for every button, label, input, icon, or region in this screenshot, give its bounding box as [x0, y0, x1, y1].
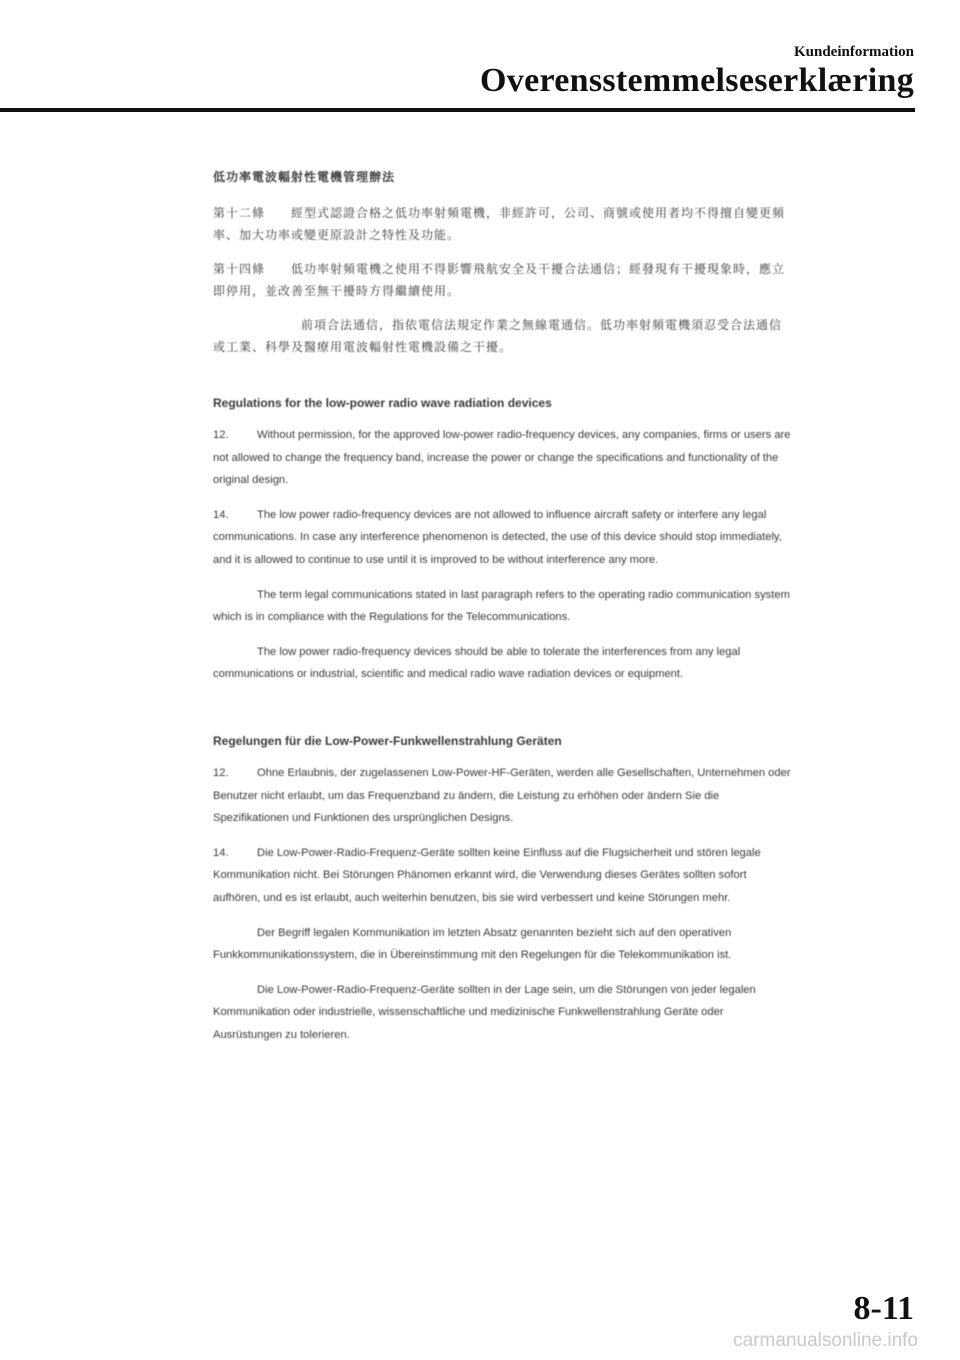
english-number-12: 12. — [213, 429, 229, 441]
german-number-14: 14. — [213, 846, 229, 859]
english-paragraph-12 — [213, 424, 793, 492]
german-paragraph-14-legal: Der Begriff legalen Kommunikation im letzten Absatz genannten bezieht sich auf den operativen Funkkommunikationssystem, die in Übereinstimmung mit den Regelungen für die Telekommunikation ist. — [213, 926, 732, 962]
german-text-12: Ohne Erlaubnis, der zugelassenen Low-Power-HF-Geräten, werden alle Gesellschaften, Unternehmen oder Benutzer nicht erlaubt, um das Frequenzband zu ändern, die Leistung zu erhöhen oder ändern Sie die Spezifikationen und Funktionen des ursprünglichen Designs. — [213, 766, 791, 825]
section-label: Kundeinformation — [793, 44, 914, 60]
english-text-12: Without permission, for the approved low-power radio-frequency devices, any companies, firms or users are not allowed to change the frequency band, increase the power or change the specifications and functionality of the original design. — [213, 429, 791, 487]
german-paragraph-14 — [213, 842, 793, 910]
english-text-14: The low power radio-frequency devices are not allowed to influence aircraft safety or interfere any legal communications. In case any interference phenomenon is detected, the use of this device should stop immediately, and it is allowed to continue to use until it is improved to be without interference any more. — [213, 508, 782, 566]
chinese-article-14: 第十四條 低功率射頻電機之使用不得影響飛航安全及干擾合法通信；經發現有干擾現象時，應立即停用，並改善至無干擾時方得繼續使用。 — [213, 262, 786, 298]
english-paragraph-14 — [213, 504, 793, 572]
header-rule — [0, 108, 915, 112]
german-heading: Regelungen für die Low-Power-Funkwellenstrahlung Geräten — [213, 733, 562, 748]
watermark: carmanualsonline.info — [733, 1330, 918, 1351]
german-paragraph-14-tolerate: Die Low-Power-Radio-Frequenz-Geräte sollten in der Lage sein, um die Störungen von jeder legalen Kommunikation oder industrielle, wissenschaftliche und medizinische Funkwellenstrahlung Geräte oder Ausrüstungen zu tolerieren. — [213, 983, 756, 1041]
page-title: Overensstemmelseserklæring — [480, 62, 914, 99]
english-heading: Regulations for the low-power radio wave radiation devices — [213, 396, 552, 410]
german-text-14: Die Low-Power-Radio-Frequenz-Geräte sollten keine Einfluss auf die Flugsicherheit und stören legale Kommunikation nicht. Bei Störungen Phänomen erkannt wird, die Verwendung dieses Gerätes sollten sofort aufhören, und es ist erlaubt, auch weiterhin benutzen, bis sie wird verbessert und keine Störungen mehr. — [213, 846, 761, 904]
chinese-heading: 低功率電波輻射性電機管理辦法 — [213, 170, 396, 184]
page-number: 8-11 — [853, 1290, 914, 1327]
german-paragraph-12 — [213, 762, 793, 830]
english-paragraph-14-tolerate: The low power radio-frequency devices should be able to tolerate the interferences from any legal communications or industrial, scientific and medical radio wave radiation devices or equipment. — [213, 645, 741, 681]
german-number-12: 12. — [213, 766, 229, 779]
chinese-article-12: 第十二條 經型式認證合格之低功率射頻電機，非經許可，公司、商號或使用者均不得擅自變更頻率、加大功率或變更原設計之特性及功能。 — [213, 206, 786, 242]
scanned-regulation-insert — [213, 166, 793, 1058]
english-paragraph-14-legal: The term legal communications stated in last paragraph refers to the operating radio communication system which is in compliance with the Regulations for the Telecommunications. — [213, 588, 790, 624]
english-number-14: 14. — [213, 508, 229, 521]
chinese-article-14-note: 前項合法通信，指依電信法規定作業之無線電通信。低功率射頻電機須忍受合法通信或工業、科學及醫療用電波輻射性電機設備之干擾。 — [213, 318, 783, 354]
